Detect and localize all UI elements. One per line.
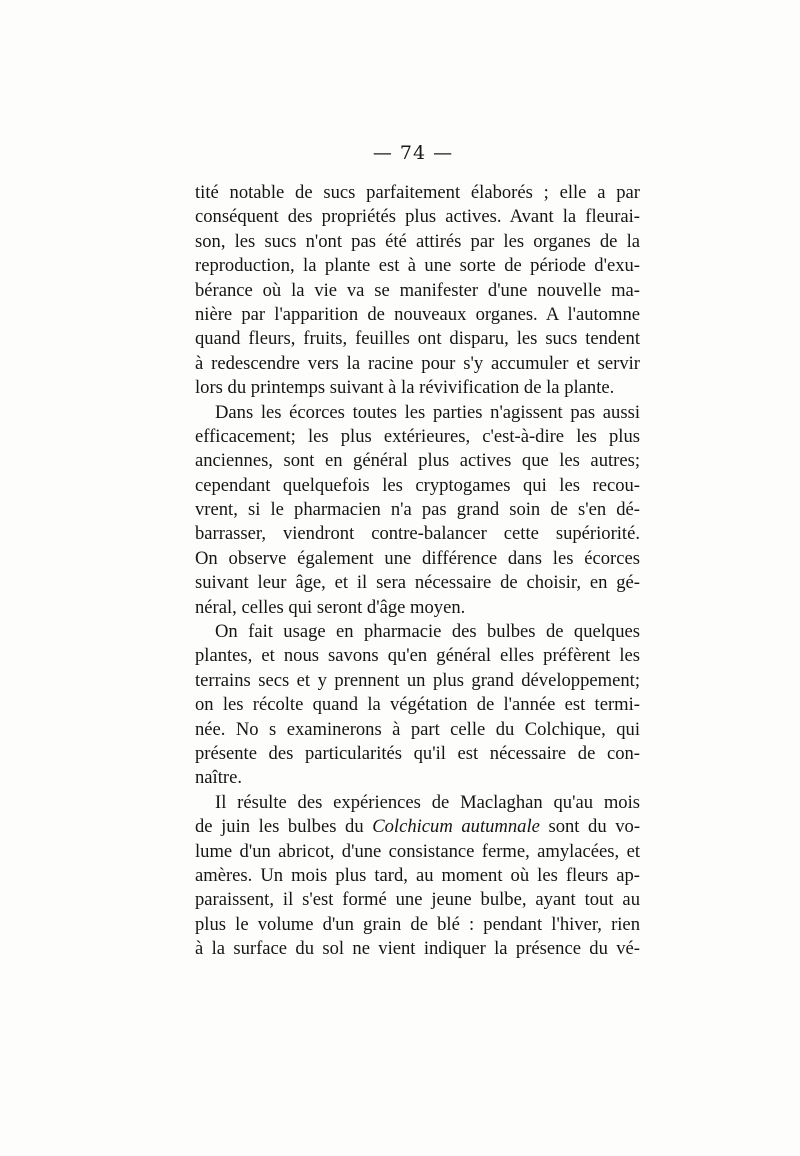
text-line: née. No s examinerons à part celle du Colchique, qui: [195, 718, 640, 740]
text-line: suivant leur âge, et il sera nécessaire de choisir, en gé-: [195, 572, 640, 594]
text-line: paraissent, il s'est formé une jeune bulbe, ayant tout au: [195, 889, 640, 911]
text-line: son, les sucs n'ont pas été attirés par les organes de la: [195, 230, 640, 252]
text-line: conséquent des propriétés plus actives. Avant la fleurai-: [195, 206, 640, 228]
text-line: de juin les bulbes du Colchicum autumnale sont du vo-: [195, 816, 641, 838]
body-text: [195, 181, 640, 962]
text-line: bérance où la vie va se manifester d'une nouvelle ma-: [195, 279, 640, 301]
text-line: plus le volume d'un grain de blé : pendant l'hiver, rien: [195, 913, 640, 935]
species-name: Colchicum autumnale: [372, 816, 540, 838]
text-line: à redescendre vers la racine pour s'y accumuler et servir: [195, 352, 640, 374]
text-line: Il résulte des expériences de Maclaghan qu'au mois: [215, 791, 640, 813]
text-line: anciennes, sont en général plus actives que les autres;: [195, 450, 640, 472]
text-line: efficacement; les plus extérieures, c'est-à-dire les plus: [195, 425, 640, 447]
text-line: cependant quelquefois les cryptogames qui les recou-: [195, 474, 640, 496]
text-line: terrains secs et y prennent un plus grand développement;: [195, 669, 640, 691]
text-line: reproduction, la plante est à une sorte de période d'exu-: [195, 255, 640, 277]
paragraph-2: [195, 401, 640, 621]
text-line: présente des particularités qu'il est nécessaire de con-: [195, 742, 640, 764]
text-line: nière par l'apparition de nouveaux organes. A l'automne: [195, 303, 640, 325]
text-line: amères. Un mois plus tard, au moment où les fleurs ap-: [195, 864, 640, 886]
text-line: néral, celles qui seront d'âge moyen.: [195, 596, 466, 618]
text-line: On observe également une différence dans les écorces: [195, 547, 640, 569]
text-line: à la surface du sol ne vient indiquer la présence du vé-: [195, 938, 640, 960]
text-line: plantes, et nous savons qu'en général elles préfèrent les: [195, 645, 640, 667]
paragraph-1: [195, 181, 640, 401]
text-line: quand fleurs, fruits, feuilles ont disparu, les sucs tendent: [195, 328, 640, 350]
text-line: On fait usage en pharmacie des bulbes de quelques: [215, 621, 640, 643]
text-line: Dans les écorces toutes les parties n'agissent pas aussi: [215, 401, 640, 423]
text-line: tité notable de sucs parfaitement élaborés ; elle a par: [195, 182, 640, 203]
text-line: on les récolte quand la végétation de l'année est termi-: [195, 694, 640, 716]
text-line: naître.: [195, 767, 242, 789]
paragraph-4: [195, 791, 640, 962]
page-number: — 74 —: [372, 142, 454, 164]
text-line: lors du printemps suivant à la révivification de la plante.: [195, 377, 615, 399]
text-line: lume d'un abricot, d'une consistance ferme, amylacées, et: [195, 840, 640, 862]
text-line: vrent, si le pharmacien n'a pas grand soin de s'en dé-: [195, 499, 640, 521]
paragraph-3: [195, 620, 640, 791]
text-line: barrasser, viendront contre-balancer cette supériorité.: [195, 523, 640, 545]
